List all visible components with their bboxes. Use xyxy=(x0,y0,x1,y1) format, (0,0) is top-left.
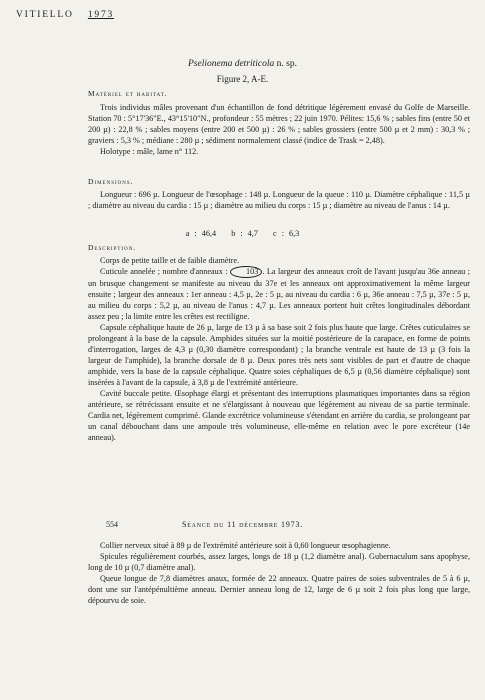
page-number: 554 xyxy=(106,520,118,529)
description-p3: Capsule céphalique haute de 26 µ, large de 13 µ à sa base soit 2 fois plus haute que large. Crêtes cuticulaires se prolongeant à la base de la capsule. Amphides situées sur la moitié postérieure de la carapace, en forme de points d'interrogation, larges de 4,3 µ (0,30 diamètre correspondant) ; la branche ventrale est haute de 13 µ (3 fois la largeur de l'amphide), la branche dorsale de 8 µ. Deux pores très nets sont visibles de part et d'autre de chaque amphide, vers la base de la capsule céphalique. Quatre soies céphaliques de 6,5 µ (0,56 diamètre céphalique) sont insérées à l'avant de la capsule, à 3,8 µ de l'extrémité antérieure. xyxy=(88,323,470,387)
description-p4: Cavité buccale petite. Œsophage élargi et présentant des interruptions plasmatiques importantes dans sa région antérieure, se rétrécissant ensuite et ne s'élargissant à nouveau que légèrement au niveau de sa partie terminale. Cardia net, légèrement comprimé. Glande excrétrice volumineuse s'étendant en arrière du cardia, se prolongeant par un canal débouchant dans une ampoule très volumineuse, elle-même en relation avec le pore excréteur (14e anneau). xyxy=(88,389,470,442)
continuation-p1: Collier nerveux situé à 89 µ de l'extrémité antérieure soit à 0,60 longueur œsophagienne. xyxy=(100,541,391,550)
running-header xyxy=(16,10,114,20)
continuation-p2: Spicules régulièrement courbés, assez larges, longs de 18 µ (1,2 diamètre anal). Gubernaculum sans apophyse, long de 10 µ (0,7 diamètre anal). xyxy=(88,552,470,572)
description-paragraph xyxy=(88,255,470,443)
continuation-paragraph xyxy=(88,540,470,606)
holotype-text: Holotype : mâle, lame n° 112. xyxy=(100,147,199,156)
section-heading-materiel: Matériel et habitat. xyxy=(88,89,168,98)
section-heading-description: Description. xyxy=(88,243,137,252)
p2-after: . La largeur des anneaux croît de l'avant jusqu'au 36e anneau ; un brusque changement se manifeste au niveau du 37e et les anneaux ont approximativement la même largeur ensuite ; largeur des anneaux : 1er anneau : 4,5 µ, 2e : 5 µ, au niveau du cardia : 6 µ, 36e anneau : 7,5 µ, 37e : 5 µ, au milieu du corps : 5,2 µ, au niveau de l'anus : 4,7 µ. Les anneaux portent huit crêtes longitudinales débordant assez peu ; la limite entre les crêtes est rectiligne. xyxy=(88,267,470,321)
materiel-paragraph xyxy=(88,102,470,157)
session-line: Séance du 11 décembre 1973. xyxy=(181,520,304,529)
figure-reference: Figure 2, A-E. xyxy=(216,74,269,84)
p2-before: Cuticule annelée ; nombre d'anneaux : xyxy=(100,267,231,276)
section-heading-dimensions: Dimensions. xyxy=(88,177,134,186)
species-suffix: n. sp. xyxy=(276,59,297,69)
species-name: Pselionema detriticola xyxy=(188,59,275,69)
dimensions-text: Longueur : 696 µ. Longueur de l'œsophage : 148 µ. Longueur de la queue : 110 µ. Diamètre céphalique : 11,5 µ ; diamètre au niveau du cardia : 15 µ ; diamètre au milieu du corps : 15 µ ; diamètre au niveau de l'anus : 14 µ. xyxy=(88,190,470,210)
header-author: VITIELLO xyxy=(16,10,74,20)
ratios-line: a : 46,4 b : 4,7 c : 6,3 xyxy=(185,229,300,238)
materiel-text: Trois individus mâles provenant d'un échantillon de fond détritique légèrement envasé du Golfe de Marseille. Station 70 : 5°17'36"E., 43°15'10"N., profondeur : 55 mètres ; 22 juin 1970. Pélites: 15,6 % ; sables fins (entre 50 et 200 µ) : 22,8 % ; sables moyens (entre 200 et 500 µ) : 26 % ; sables grossiers (entre 500 µ et 2 mm) : 30,3 % ; graviers : 5,3 % ; médiane : 280 µ ; sédiment normalement classé (indice de Trask = 2,48). xyxy=(88,103,470,145)
description-p1: Corps de petite taille et de faible diamètre. xyxy=(100,256,240,265)
species-title xyxy=(0,59,485,69)
header-year: 1973 xyxy=(87,10,115,20)
ring-count-circled: 103 xyxy=(230,266,262,278)
description-p2 xyxy=(88,266,470,322)
dimensions-paragraph xyxy=(88,189,470,211)
continuation-p3: Queue longue de 7,8 diamètres anaux, formée de 22 anneaux. Quatre paires de soies subventrales de 5 à 6 µ, dont une sur l'antépénultième anneau. Dernier anneau long de 12, large de 6 µ soit 2 fois plus long que large, dépourvu de soie. xyxy=(88,574,470,605)
